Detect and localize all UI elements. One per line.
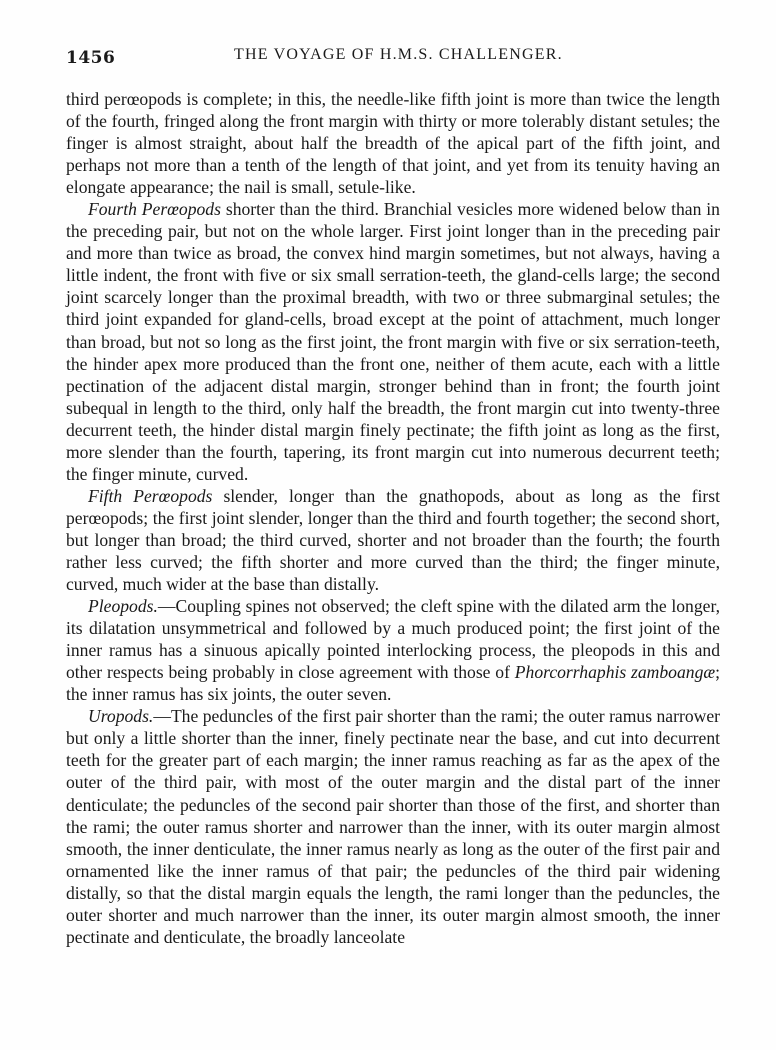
paragraph-text-tail: ; the inner ramus has six joints, the outer seven.: [66, 662, 720, 705]
page-number: 1456: [66, 48, 116, 68]
paragraph-heading: Fifth Perœopods: [88, 485, 213, 506]
paragraph-pleopods: [66, 595, 720, 705]
paragraph-heading: Uropods.: [88, 706, 154, 727]
running-title: THE VOYAGE OF H.M.S. CHALLENGER.: [234, 46, 563, 63]
paragraph-continuation: [66, 88, 720, 198]
paragraph-text: slender, longer than the gnathopods, about as long as the first perœopods; the first joint slender, longer than the third and fourth together; the second short, but longer than broad; the third curved, shorter and not broader than the fourth; the fourth rather less curved; the fifth shorter and more curved than the third; the finger minute, curved, much wider at the base than distally.: [66, 485, 721, 595]
paragraph-text: third perœopods is complete; in this, the needle-like fifth joint is more than twice the length of the fourth, fringed along the front margin with thirty or more tolerably distant setules; the finger is almost straight, about half the breadth of the apical part of the fifth joint, and perhaps not more than a tenth of the length of that joint, and yet from its tenuity having an elongate appearance; the nail is small, setule-like.: [66, 89, 720, 198]
paragraph-fifth-pereopods: [66, 485, 720, 595]
paragraph-text: shorter than the third. Branchial vesicles more widened below than in the preceding pair, but not on the whole larger. First joint longer than in the preceding pair and more than twice as broad, the convex hind margin sometimes, but not always, having a little indent, the front with five or six small serration-teeth, the gland-cells large; the second joint scarcely longer than the proximal breadth, with two or three submarginal setules; the third joint expanded for gland-cells, broad except at the point of attachment, much longer than broad, but not so long as the first joint, the front margin with five or six serration-teeth, the hinder apex more produced than the front one, neither of them acute, each with a little pectination of the adjacent distal margin, stronger behind than in front; the fourth joint subequal in length to the third, only half the breadth, the front margin cut into twenty-three decurrent teeth, the hinder distal margin finely pectinate; the fifth joint as long as the first, more slender than the fourth, tapering, its front margin cut into numerous decurrent teeth; the finger minute, curved.: [66, 199, 720, 484]
paragraph-heading: Fourth Perœopods: [88, 199, 221, 220]
body-text: [66, 88, 720, 948]
paragraph-text: —Coupling spines not observed; the cleft spine with the dilated arm the longer, its dilatation unsymmetrical and followed by a much produced point; the first joint of the inner ramus has a sinuous apically pointed interlocking process, the pleopods in this and other respects being probably in close agreement with those of: [66, 596, 720, 683]
paragraph-uropods: [66, 705, 720, 948]
species-name: Phorcorrhaphis zamboangæ: [514, 662, 716, 683]
paragraph-fourth-pereopods: [66, 198, 720, 485]
paragraph-heading: Pleopods.: [88, 596, 158, 617]
paragraph-text: —The peduncles of the first pair shorter than the rami; the outer ramus narrower but only a little shorter than the inner, finely pectinate near the base, and cut into decurrent teeth for the greater part of each margin; the inner ramus reaching as far as the apex of the outer of the third pair, with most of the outer margin and the distal part of the inner denticulate; the peduncles of the second pair shorter than those of the first, and shorter than the rami; the outer ramus shorter and narrower than the inner, with its outer margin almost smooth, the inner denticulate, the inner ramus nearly as long as the outer of the first pair and ornamented like the inner ramus of that pair; the peduncles of the third pair widening distally, so that the distal margin equals the length, the rami longer than the peduncles, the outer shorter and much narrower than the inner, its outer margin almost smooth, the inner pectinate and denticulate, the broadly lanceolate: [66, 706, 720, 947]
page-header: [66, 44, 720, 74]
